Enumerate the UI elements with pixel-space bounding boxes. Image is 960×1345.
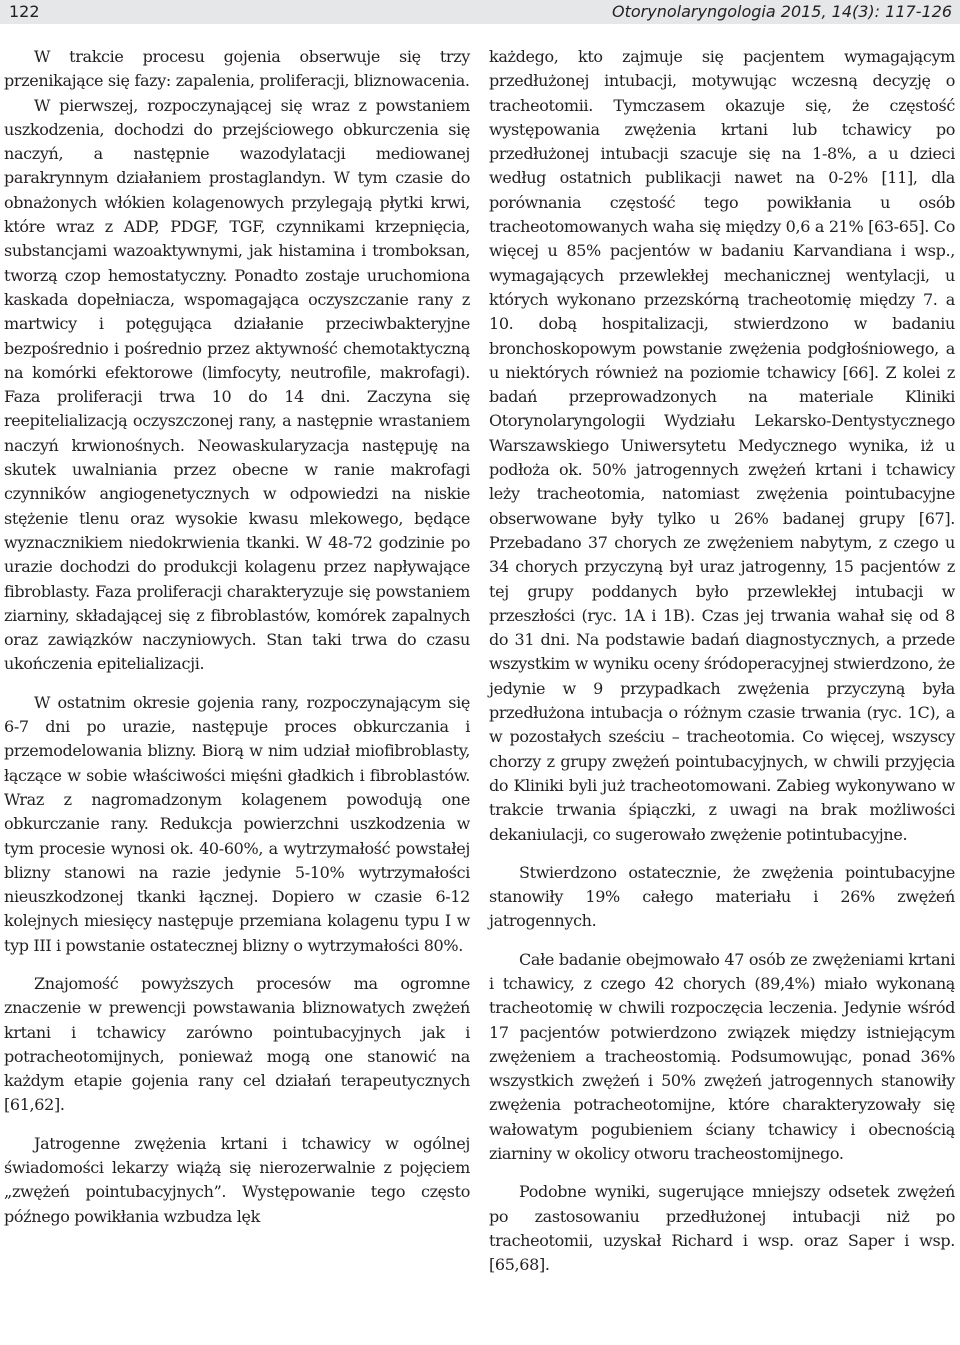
paragraph-tracheotomy-frequency: każdego, kto zajmuje się pacjentem wymagającym przedłużonej intubacji, motywując wczesną decyzję o tracheotomii. Tymczasem okazuje się, że częstość występowania zwężenia krtani lub tchawicy po przedłużonej intubacji szacuje się na 1-8%, a u dzieci według ostatnich publikacji nawet na 0-2% [11], dla porównania częstość tego powikłania u osób tracheotomowanych waha się między 0,6 a 21% [63-65]. Co więcej u 85% pacjentów w badaniu Karvandiana i wsp., wymagających przewlekłej mechanicznej wentylacji, u których wykonano przezskórną tracheotomię między 7. a 10. dobą hospitalizacji, stwierdzono w badaniu bronchoskopowym powstanie zwężenia podgłośniowego, a u niektórych również na poziomie tchawicy [66]. Z kolei z badań przeprowadzonych na materiale Kliniki Otorynolaryngologii Wydziału Lekarsko-Dentystycznego Warszawskiego Uniwersytetu Medycznego wynika, iż u podłoża ok. 50% jatrogennych zwężeń krtani i tchawicy leży tracheotomia, natomiast zwężenia pointubacyjne obserwowane były tylko u 26% badanej grupy [67]. Przebadano 37 chorych ze zwężeniem nabytym, z czego u 34 chorych przyczyną był uraz jatrogenny, 15 pacjentów z tej grupy poddanych było przewlekłej intubacji w przeszłości (ryc. 1A i 1B). Czas jej trwania wahał się od 8 do 31 dni. Na podstawie badań diagnostycznych, a przede wszystkim w wyniku oceny śródoperacyjnej stwierdzono, że jedynie w 9 przypadkach zwężenia przyczyną była przedłużona intubacja o różnym czasie trwania (ryc. 1C), a w pozostałych sześciu – tracheotomia. Co więcej, wszyscy chorzy z grupy zwężeń pointubacyjnych, w chwili przyjęcia do Kliniki byli już tracheotomowani. Zabieg wykonywano w trakcie trwania śpiączki, z uwagi na brak możliwości dekaniulacji, co sugerowało zwężenie potintubacyjne. <box>489 47 955 844</box>
paragraph-prevention: Znajomość powyższych procesów ma ogromne znaczenie w prewencji powstawania bliznowatych zwężeń krtani i tchawicy zarówno pointubacyjnych jak i potracheotomijnych, ponieważ mogą one stanowić na każdym etapie gojenia rany cel działań terapeutycznych [61,62]. <box>4 973 470 1115</box>
left-column <box>4 45 470 1229</box>
journal-reference: Otorynolaryngologia 2015, 14(3): 117-126 <box>612 2 952 21</box>
paragraph-scarring: W ostatnim okresie gojenia rany, rozpoczynającym się 6-7 dni po urazie, następuje proces obkurczania i przemodelowania blizny. Biorą w nim udział miofibroblasty, łączące w sobie właściwości mięśni gładkich i fibroblastów. Wraz z nagromadzonym kolagenem powodują one obkurczanie rany. Redukcja powierzchni uszkodzenia w tym procesie wynosi ok. 40-60%, a wytrzymałość powstałej blizny stanowi na razie jedynie 5-10% wytrzymałości nieuszkodzonej tkanki łącznej. Dopiero w czasie 6-12 kolejnych miesięcy następuje przemiana kolagenu typu I w typ III i powstanie ostatecznej blizny o wytrzymałości 80%. <box>4 692 470 955</box>
right-column <box>489 45 955 1278</box>
paragraph-similar-results: Podobne wyniki, sugerujące mniejszy odsetek zwężeń po zastosowaniu przedłużonej intubacji niż po tracheotomii, uzyskał Richard i wsp. oraz Saper i wsp. [65,68]. <box>489 1182 955 1275</box>
paragraph-study-summary: Całe badanie obejmowało 47 osób ze zwężeniami krtani i tchawicy, z czego 42 chorych (89,4%) miało wykonaną tracheotomię w chwili rozpoczęcia leczenia. Jedynie wśród 17 pacjentów potwierdzono związek między istniejącym zwężeniem a tracheostomią. Podsumowując, ponad 36% wszystkich zwężeń i 50% zwężeń jatrogennych stanowiły zwężenia potracheotomijne, które charakteryzowały się wałowatym pogubieniem ściany tchawicy i obecnością ziarniny w okolicy otworu tracheostomijnego. <box>489 949 955 1164</box>
paragraph-iatrogenic-stenosis: Jatrogenne zwężenia krtani i tchawicy w ogólnej świadomości lekarzy wiążą się nierozerwalnie z pojęciem „zwężeń pointubacyjnych”. Występowanie tego często późnego powikłania wzbudza lęk <box>4 1133 470 1226</box>
page-header <box>0 0 960 24</box>
paragraph-inflammation-proliferation: W pierwszej, rozpoczynającej się wraz z powstaniem uszkodzenia, dochodzi do przejściowego obkurczenia się naczyń, a następnie wazodylatacji mediowanej parakrynnym działaniem prostaglandyn. W tym czasie do obnażonych włókien kolagenowych przylegają płytki krwi, które wraz z ADP, PDGF, TGF, czynnikami krzepnięcia, substancjami wazoaktywnymi, jak histamina i tromboksan, tworzą czop hemostatyczny. Ponadto zostaje uruchomiona kaskada dopełniacza, wspomagająca oczyszczanie rany z martwicy i potęgująca działanie przeciwbakteryjne bezpośrednio i pośrednio przez aktywność chemotaktyczną na komórki efektorowe (limfocyty, neutrofile, makrofagi). Faza proliferacji trwa 10 do 14 dni. Zaczyna się reepitelializacją oczyszczonej rany, a następnie wrastaniem naczyń krwionośnych. Neowaskularyzacja następuję na skutek uwalniania przez obecne w ranie makrofagi czynników angiogenetycznych w odpowiedzi na niskie stężenie tlenu oraz wysokie kwasu mlekowego, będące wyznacznikiem niedokrwienia tkanki. W 48-72 godzinie po urazie dochodzi do produkcji kolagenu przez napływające fibroblasty. Faza proliferacji charakteryzuje się powstaniem ziarniny, składającej się z fibroblastów, komórek zapalnych oraz zawiązków naczyniowych. Stan taki trwa do czasu ukończenia epitelializacji. <box>4 95 470 674</box>
paragraph-conclusion: Stwierdzono ostatecznie, że zwężenia pointubacyjne stanowiły 19% całego materiału i 26% zwężeń jatrogennych. <box>489 862 955 931</box>
page-number: 122 <box>9 2 40 21</box>
paragraph-healing-phases: W trakcie procesu gojenia obserwuje się trzy przenikające się fazy: zapalenia, proliferacji, bliznowacenia. <box>4 47 470 91</box>
